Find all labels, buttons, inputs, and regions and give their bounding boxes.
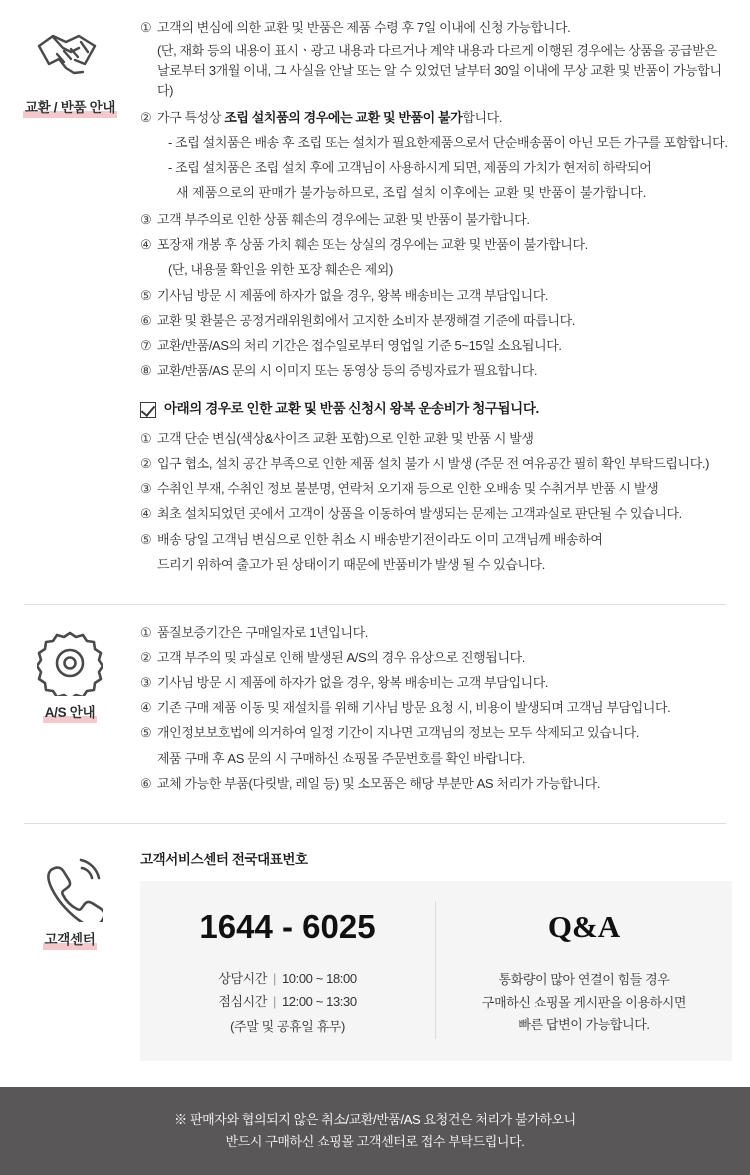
holiday-note: (주말 및 공휴일 휴무): [230, 1019, 345, 1035]
footer-line-2: 반드시 구매하신 쇼핑몰 고객센터로 접수 부탁드립니다.: [225, 1134, 525, 1150]
list-item-note: 제품 구매 후 AS 문의 시 구매하신 쇼핑몰 주문번호를 확인 바랍니다.: [157, 750, 525, 766]
as-icon-column: [0, 623, 140, 724]
list-item-note: - 조립 설치품은 배송 후 조립 또는 설치가 필요한제품으로서 단순배송품이 아닌 모든 가구를 포함합니다.: [168, 134, 728, 150]
qa-description: 통화량이 많아 연결이 힘들 경우 구매하신 쇼핑몰 게시판을 이용하시면 빠른 답변이 가능합니다.: [481, 971, 687, 1033]
list-item: ⑧ 교환/반품/AS 문의 시 이미지 또는 동영상 등의 증빙자료가 필요합니다.: [140, 362, 538, 378]
list-item: ② 입구 협소, 설치 공간 부족으로 인한 제품 설치 불가 시 발생 (주문 전 여유공간 필히 확인 부탁드립니다.): [140, 456, 709, 472]
customer-center-icon-label: 고객센터: [43, 930, 98, 951]
list-item-note: - 조립 설치품은 조립 설치 후에 고객님이 사용하시게 되면, 제품의 가치가 현저히 하락되어: [168, 159, 652, 175]
shipping-fee-notice-heading: 아래의 경우로 인한 교환 및 반품 신청시 왕복 운송비가 청구됩니다.: [140, 399, 732, 420]
list-item: ⑤ 기사님 방문 시 제품에 하자가 없을 경우, 왕복 배송비는 고객 부담입니다.: [140, 287, 549, 303]
lunch-hours-row: 점심시간 | 12:00 ~ 13:30: [218, 993, 357, 1009]
list-item: ① 고객의 변심에 의한 교환 및 반품은 제품 수령 후 7일 이내에 신청 가능합니다.: [140, 20, 571, 35]
list-item: ④ 최초 설치되었던 곳에서 고객이 상품을 이동하여 발생되는 문제는 고객과실로 판단될 수 있습니다.: [140, 506, 682, 522]
footer-line-1: ※ 판매자와 협의되지 않은 취소/교환/반품/AS 요청건은 처리가 불가하오니: [174, 1112, 576, 1128]
as-icon-label: A/S 안내: [43, 703, 98, 724]
list-item: ④ 포장재 개봉 후 상품 가치 훼손 또는 상실의 경우에는 교환 및 반품이 불가합니다.: [140, 237, 588, 253]
list-item: ③ 기사님 방문 시 제품에 하자가 없을 경우, 왕복 배송비는 고객 부담입니다.: [140, 675, 549, 691]
list-item: ③ 고객 부주의로 인한 상품 훼손의 경우에는 교환 및 반품이 불가합니다.: [140, 212, 530, 228]
list-item: ⑤ 개인정보보호법에 의거하여 일정 기간이 지나면 고객님의 정보는 모두 삭제되고 있습니다.: [140, 725, 639, 741]
exchange-icon-column: [0, 18, 140, 119]
list-item: ④ 기존 구매 제품 이동 및 재설치를 위해 기사님 방문 요청 시, 비용이 발생되며 고객님 부담입니다.: [140, 700, 671, 716]
operating-hours: [140, 968, 435, 1039]
list-item: ⑥ 교환 및 환불은 공정거래위원회에서 고지한 소비자 분쟁해결 기준에 따릅니다.: [140, 312, 575, 328]
as-body: [140, 623, 750, 799]
list-item: ① 품질보증기간은 구매일자로 1년입니다.: [140, 624, 368, 640]
customer-center-phone-number[interactable]: 1644 - 6025: [199, 907, 376, 945]
handshake-icon: [31, 22, 109, 94]
exchange-body: [140, 18, 750, 580]
customer-center-panel: [140, 881, 732, 1061]
footer-notice: [0, 1087, 750, 1175]
list-item-note: (단, 재화 등의 내용이 표시ㆍ광고 내용과 다르거나 계약 내용과 다르게 이행된 경우에는 상품을 공급받은 날로부터 3개월 이내, 그 사실을 안날 또는 알 수 있었던 날부터 30일 이내에 무상 교환 및 반품이 가능합니다): [157, 43, 722, 99]
phone-icon: [31, 854, 109, 926]
list-item: ⑤ 배송 당일 고객님 변심으로 인한 취소 시 배송받기전이라도 이미 고객님께 배송하여: [140, 531, 603, 547]
qa-block: [436, 901, 732, 1039]
phone-block: [140, 901, 436, 1039]
section-customer-center: [0, 824, 750, 1087]
exchange-icon-label: 교환 / 반품 안내: [23, 98, 117, 119]
customer-center-body: [140, 850, 750, 1061]
customer-center-icon-column: [0, 850, 140, 951]
list-item: ⑥ 교체 가능한 부품(다릿발, 레일 등) 및 소모품은 해당 부분만 AS 처리가 가능합니다.: [140, 775, 601, 791]
check-icon: [140, 402, 156, 418]
section-as: [0, 605, 750, 817]
list-item: ② 고객 부주의 및 과실로 인해 발생된 A/S의 경우 유상으로 진행됩니다.: [140, 650, 525, 666]
qa-title: Q&A: [547, 908, 621, 944]
list-item-note: (단, 내용물 확인을 위한 포장 훼손은 제외): [168, 262, 393, 278]
gear-icon: [31, 627, 109, 699]
customer-center-title: 고객서비스센터 전국대표번호: [140, 851, 308, 867]
list-item-note: 드리기 위하여 출고가 된 상태이기 때문에 반품비가 발생 될 수 있습니다.: [157, 556, 545, 572]
list-item: ② 가구 특성상 조립 설치품의 경우에는 교환 및 반품이 불가합니다.: [140, 109, 503, 125]
list-item: ① 고객 단순 변심(색상&사이즈 교환 포함)으로 인한 교환 및 반품 시 발생: [140, 431, 534, 447]
list-item: ③ 수취인 부재, 수취인 정보 불분명, 연락처 오기재 등으로 인한 오배송 및 수취거부 반품 시 발생: [140, 481, 659, 497]
list-item: ⑦ 교환/반품/AS의 처리 기간은 접수일로부터 영업일 기준 5~15일 소요됩니다.: [140, 337, 562, 353]
list-item-note: 새 제품으로의 판매가 불가능하므로, 조립 설치 이후에는 교환 및 반품이 불가합니다.: [176, 184, 647, 200]
consult-hours-row: 상담시간 | 10:00 ~ 18:00: [218, 970, 357, 986]
